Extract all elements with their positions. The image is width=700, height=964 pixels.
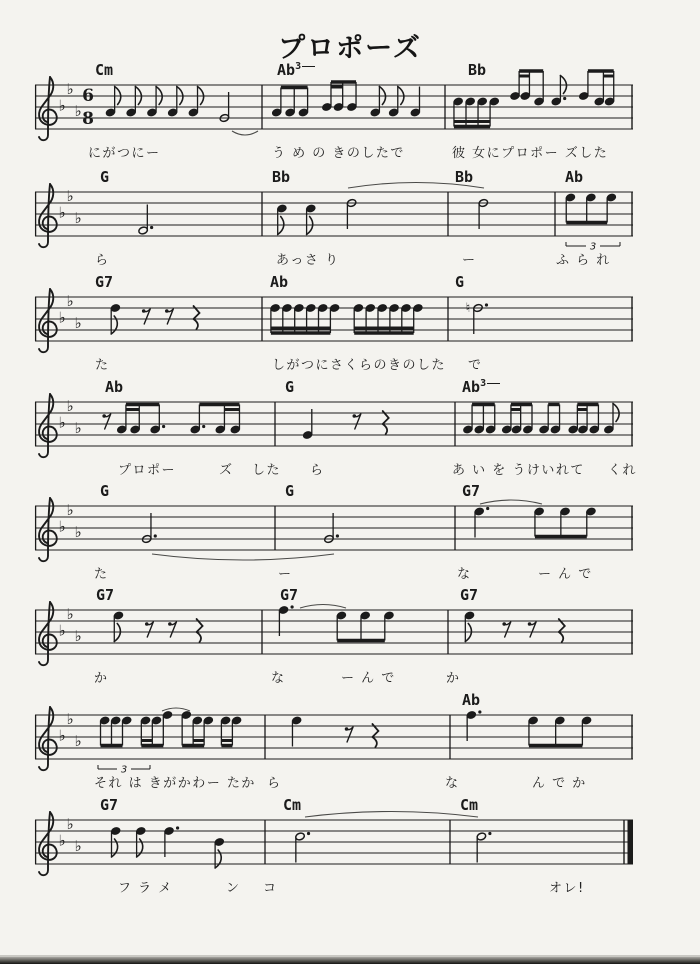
lyric-text: ら bbox=[95, 253, 110, 268]
lyric-text: ズ bbox=[219, 463, 234, 478]
svg-text:♭: ♭ bbox=[74, 837, 82, 855]
chord-label: Bb bbox=[455, 168, 474, 186]
scan-edge-shadow bbox=[0, 957, 700, 964]
lyric-text: にがつにー bbox=[88, 146, 161, 161]
lyric-text: か bbox=[446, 671, 461, 686]
chord-label: G7 bbox=[462, 482, 481, 500]
svg-text:♭: ♭ bbox=[74, 732, 82, 750]
svg-text:3: 3 bbox=[120, 764, 128, 776]
lyric-text: ー bbox=[462, 253, 477, 268]
chord-label: G bbox=[285, 482, 295, 500]
chord-label: Bb bbox=[468, 61, 487, 79]
chord-label: G7 bbox=[100, 796, 119, 814]
chord-label: Ab$^3$ bbox=[277, 61, 315, 79]
chord-label: G bbox=[285, 378, 295, 396]
lyric-text: た bbox=[95, 358, 110, 373]
chord-label: Ab bbox=[270, 273, 289, 291]
lyric-text: ー ん で bbox=[538, 567, 593, 582]
svg-text:♭: ♭ bbox=[58, 96, 66, 115]
chord-label: Cm bbox=[95, 61, 114, 79]
lyric-text: な bbox=[271, 671, 286, 686]
svg-text:♭: ♭ bbox=[58, 726, 66, 745]
lyric-text: あっさ り bbox=[276, 253, 340, 268]
chord-label: Cm bbox=[460, 796, 479, 814]
chord-label: G7 bbox=[96, 586, 115, 604]
svg-text:♭: ♭ bbox=[74, 209, 82, 227]
svg-text:♮: ♮ bbox=[465, 301, 471, 316]
lyric-text: う め の きのしたで bbox=[272, 146, 405, 161]
lyric-text: フ ラ メ bbox=[118, 881, 173, 896]
svg-text:♭: ♭ bbox=[66, 501, 74, 519]
svg-text:♭: ♭ bbox=[66, 605, 74, 623]
svg-text:3: 3 bbox=[589, 241, 597, 253]
lyric-text: 彼 女にプロポー ズした bbox=[452, 146, 609, 161]
chord-label: G bbox=[455, 273, 465, 291]
svg-text:♭: ♭ bbox=[58, 413, 66, 432]
lyric-text: ら bbox=[310, 463, 325, 478]
lyric-text: プロポー bbox=[118, 463, 177, 478]
svg-text:♭: ♭ bbox=[58, 308, 66, 327]
chord-label: G bbox=[100, 168, 110, 186]
lyric-text: オレ! bbox=[549, 881, 585, 896]
lyric-text: した bbox=[252, 463, 282, 478]
svg-text:♭: ♭ bbox=[58, 831, 66, 850]
lyric-text: ふ ら れ bbox=[556, 253, 611, 268]
chord-label: G7 bbox=[280, 586, 299, 604]
chord-label: G7 bbox=[95, 273, 114, 291]
lyric-text: た bbox=[94, 567, 109, 582]
lyric-text: それ は きがかわー たか bbox=[94, 776, 256, 791]
lyric-text: で bbox=[468, 358, 483, 373]
chord-label: Cm bbox=[283, 796, 302, 814]
chord-label: Bb bbox=[272, 168, 291, 186]
chord-label: Ab bbox=[105, 378, 124, 396]
svg-text:♭: ♭ bbox=[66, 80, 74, 98]
lyric-text: な bbox=[445, 776, 460, 791]
chord-label: Ab bbox=[462, 691, 481, 709]
lyric-text: ン bbox=[226, 881, 241, 896]
svg-text:♭: ♭ bbox=[66, 187, 74, 205]
svg-text:♭: ♭ bbox=[58, 621, 66, 640]
chord-label: G7 bbox=[460, 586, 479, 604]
lyric-text: ん で か bbox=[532, 776, 587, 791]
svg-text:♭: ♭ bbox=[66, 292, 74, 310]
lyric-text: な bbox=[457, 567, 472, 582]
lyric-text: か bbox=[94, 671, 109, 686]
song-title: プロポーズ bbox=[278, 33, 422, 64]
svg-text:♭: ♭ bbox=[66, 397, 74, 415]
svg-text:6: 6 bbox=[82, 86, 94, 106]
chord-label: Ab bbox=[565, 168, 584, 186]
svg-text:♭: ♭ bbox=[74, 314, 82, 332]
svg-text:8: 8 bbox=[82, 109, 94, 129]
svg-text:♭: ♭ bbox=[58, 203, 66, 222]
svg-text:♭: ♭ bbox=[74, 102, 82, 120]
svg-text:♭: ♭ bbox=[74, 419, 82, 437]
svg-text:♭: ♭ bbox=[66, 710, 74, 728]
svg-text:♭: ♭ bbox=[66, 815, 74, 833]
lyric-text: ー ん で bbox=[341, 671, 396, 686]
lyric-text: コ bbox=[263, 881, 278, 896]
lyric-text: しがつにさくらのきのした bbox=[272, 358, 447, 373]
svg-text:♭: ♭ bbox=[74, 523, 82, 541]
svg-text:♭: ♭ bbox=[74, 627, 82, 645]
chord-label: G bbox=[100, 482, 110, 500]
lyric-text: あ い を うけいれて bbox=[452, 463, 585, 478]
svg-text:♭: ♭ bbox=[58, 517, 66, 536]
lyric-text: くれ bbox=[608, 463, 638, 478]
lyric-text: ら bbox=[267, 776, 282, 791]
chord-label: Ab$^3$ bbox=[462, 378, 500, 396]
lyric-text: ー bbox=[278, 567, 293, 582]
